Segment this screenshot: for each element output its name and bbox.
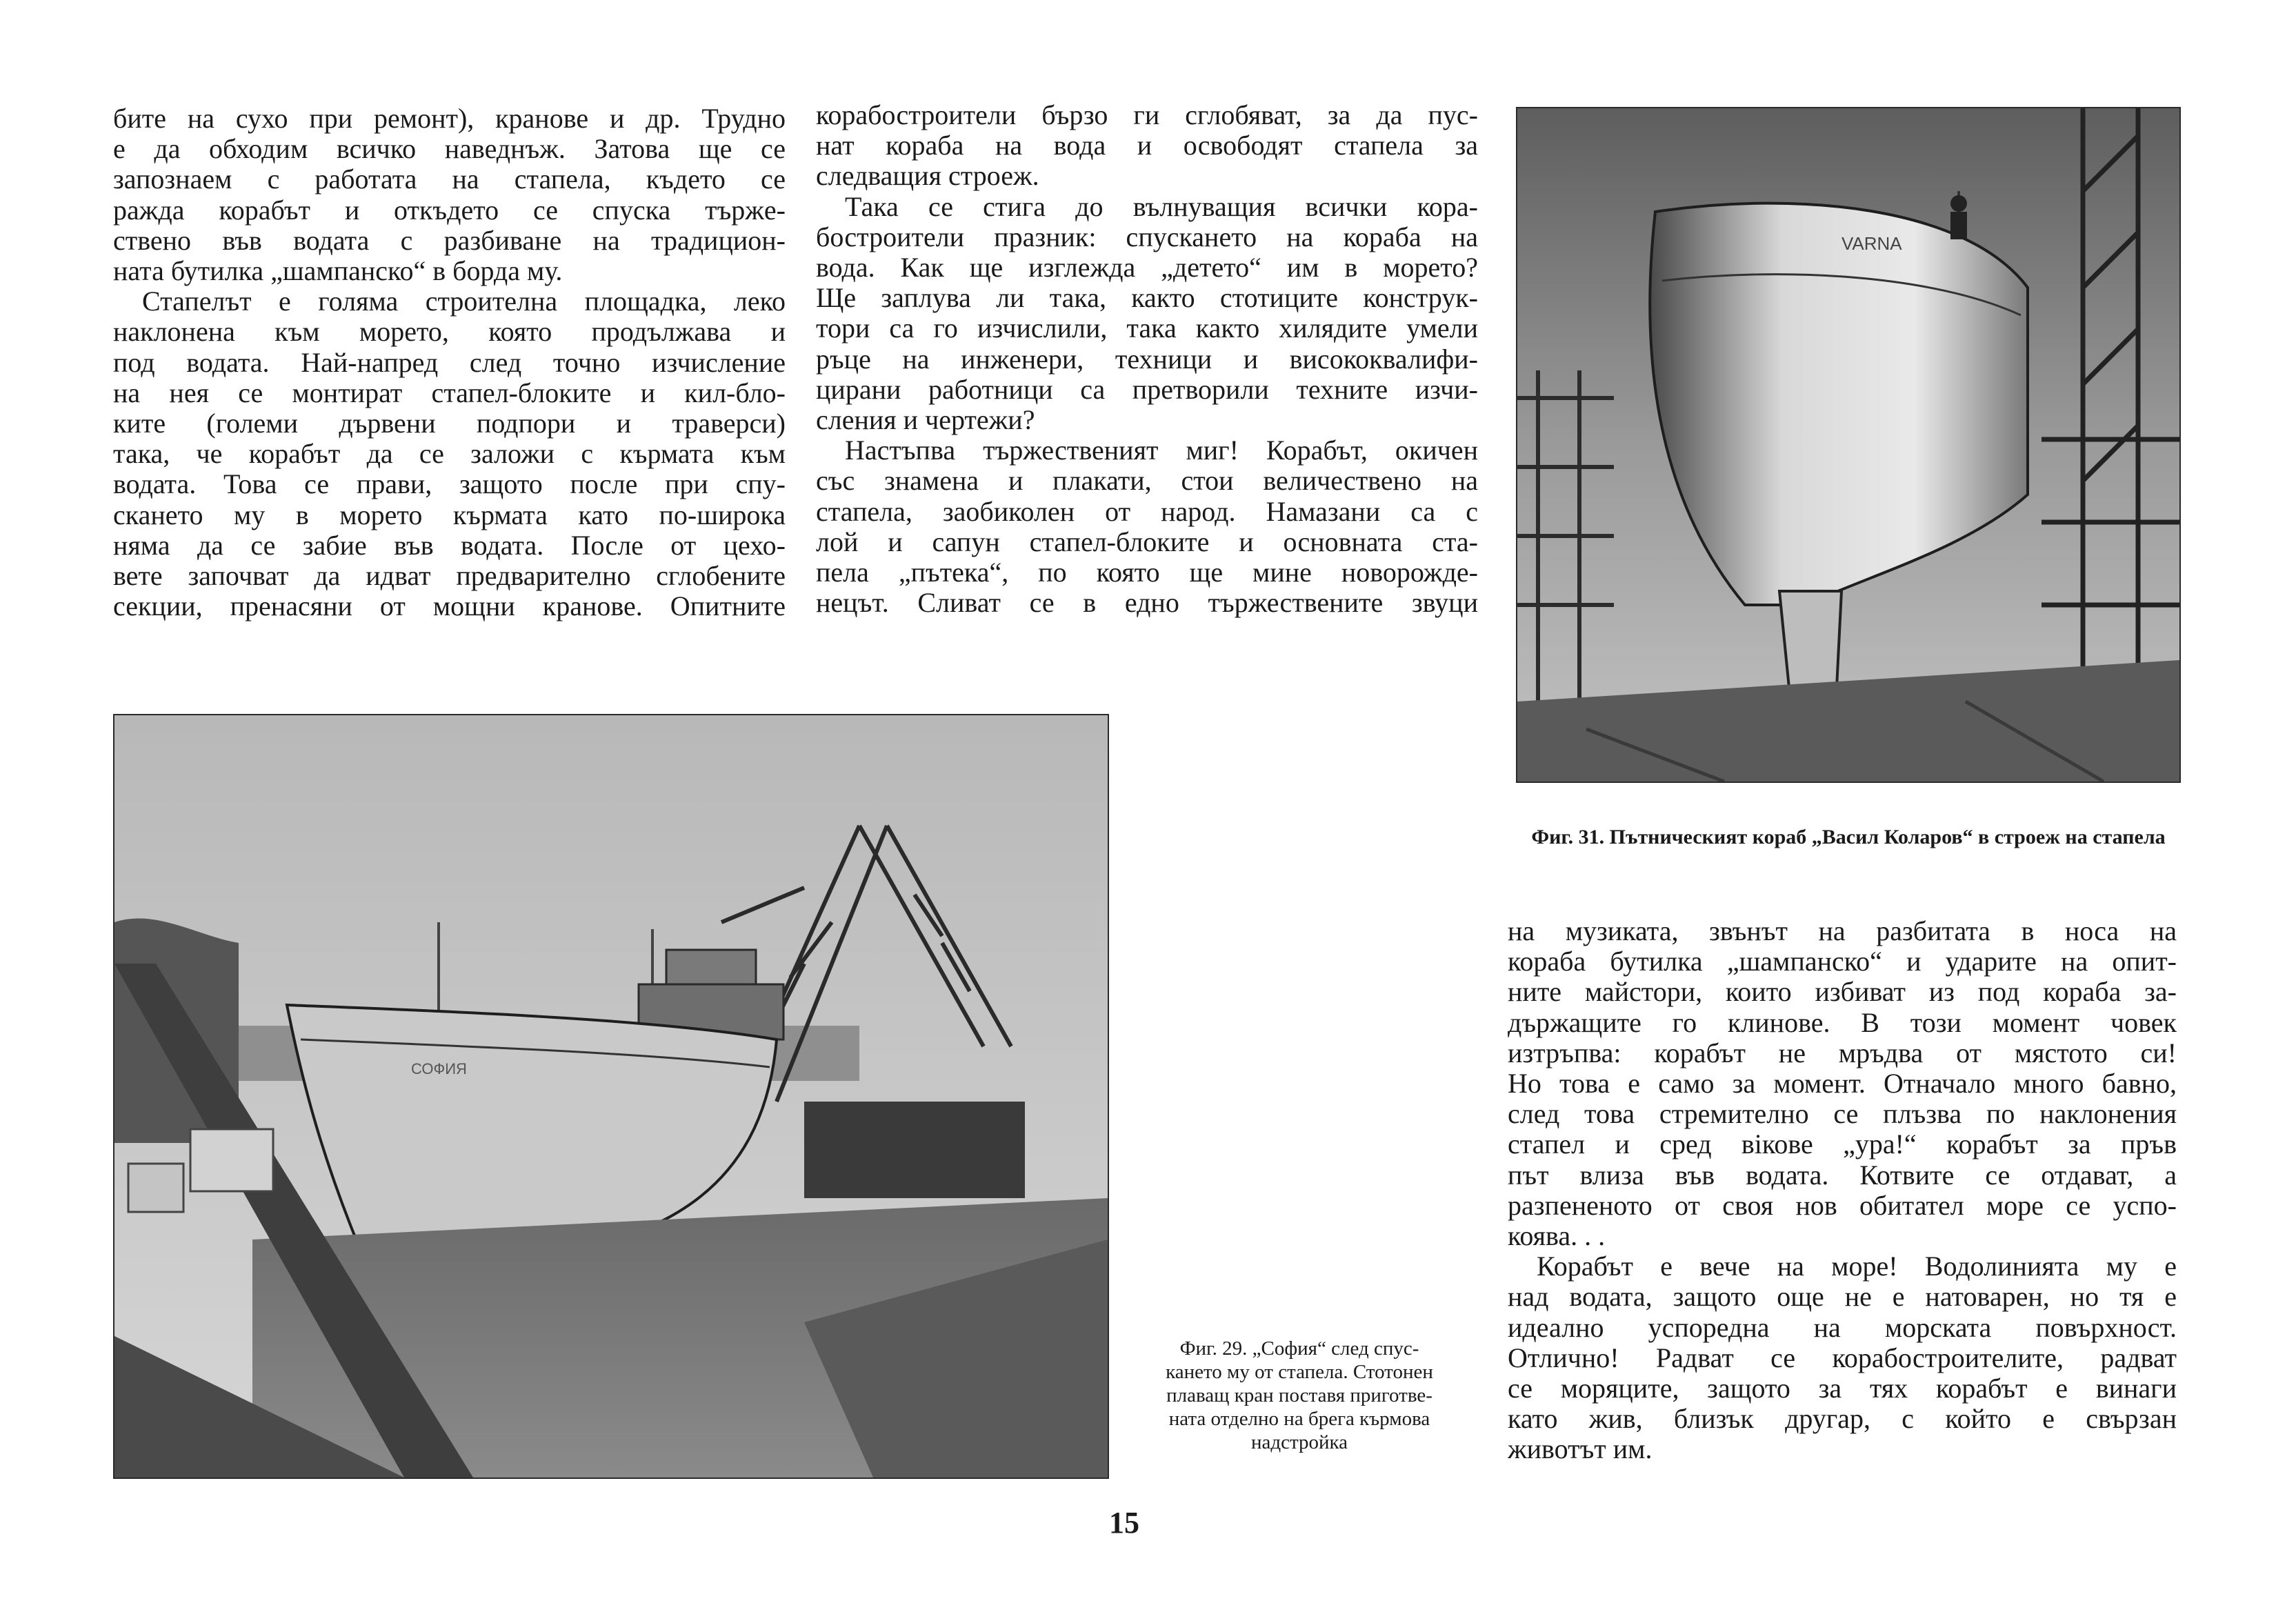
- text-line: скането му в морето кърмата като по-широка: [113, 499, 786, 530]
- text-line: вода. Как ще изглежда „детето“ им в морето?: [816, 252, 1478, 283]
- text-line: със знамена и плакати, стои величествено на: [816, 466, 1478, 497]
- caption-line: ната отделно на брега кърмова: [1168, 1408, 1430, 1430]
- figure-29-caption: [1117, 1337, 1481, 1454]
- text-line: разпененото от своя нов обитател море се успо-: [1508, 1190, 2177, 1221]
- text-line: е да обходим всичко наведнъж. Затова ще се: [113, 134, 786, 165]
- text-line: вете започват да идват предварително сглобените: [113, 561, 786, 592]
- text-line: секции, пренасяни от мощни кранове. Опитните: [113, 591, 786, 622]
- text-line: животът им.: [1508, 1434, 1653, 1465]
- figure-31-photo: [1516, 107, 2181, 783]
- caption-line: кането му от стапела. Стотонен: [1166, 1361, 1433, 1383]
- text-line: се моряците, защото за тях корабът е винаги: [1508, 1373, 2177, 1404]
- text-line: водата. Това се прави, защото после при спу-: [113, 469, 786, 500]
- text-line: Отлично! Радват се корабостроителите, радват: [1508, 1342, 2177, 1373]
- text-line: Така се стига до вълнуващия всички кора-: [845, 191, 1478, 222]
- caption-line: надстройка: [1250, 1431, 1348, 1453]
- text-line: като жив, близък другар, с който е свързан: [1508, 1404, 2177, 1435]
- text-line: коява. . .: [1508, 1221, 1606, 1252]
- text-column-middle: [816, 100, 1478, 618]
- text-line: наклонена към морето, която продължава и: [113, 317, 786, 348]
- caption-line: плаващ кран поставя приготве-: [1166, 1384, 1432, 1406]
- text-line: запознаем с работата на стапела, където се: [113, 164, 786, 195]
- text-line: тори са го изчислили, така както хилядите умели: [816, 313, 1478, 344]
- text-column-left: [113, 103, 786, 621]
- text-line: ражда корабът и откъдето се спуска тържe-: [113, 195, 786, 226]
- text-line: на нея се монтират стапел-блоките и кил-бло-: [113, 377, 786, 408]
- text-line: над водата, защото още не е натоварен, но тя е: [1508, 1282, 2177, 1313]
- text-line: Настъпва тържественият миг! Корабът, окичен: [845, 435, 1478, 466]
- text-line: под водата. Най-напред след точно изчисление: [113, 347, 786, 378]
- text-line: лой и сапун стапел-блоките и основната ста-: [816, 526, 1478, 557]
- hull-lettering: СОФИЯ: [411, 1060, 467, 1077]
- text-line: ръце на инженери, техници и висококвалифи-: [816, 344, 1478, 375]
- text-line: нат кораба на вода и освободят стапела за: [816, 130, 1478, 161]
- text-line: Стапелът е голяма строителна площадка, леко: [142, 286, 786, 317]
- text-line: нецът. Сливат се в едно тържествените звуци: [816, 588, 1478, 619]
- text-line: бостроители празник: спускането на кораба на: [816, 221, 1478, 252]
- text-line: Но това е само за момент. Отначало много бавно,: [1508, 1068, 2177, 1099]
- text-line: следващия строеж.: [816, 161, 1039, 192]
- text-line: цирани работници са претворили техните изчи-: [816, 374, 1478, 405]
- ship-on-slipway-illustration: [1517, 108, 2179, 782]
- text-line: пела „пътека“, по която ще мине новорожде-: [816, 557, 1478, 588]
- text-line: няма да се забие във водата. После от цехо-: [113, 530, 786, 561]
- text-line: изтръпва: корабът не мръдва от мястото си!: [1508, 1037, 2177, 1068]
- text-line: стапела, заобиколен от народ. Намазани са с: [816, 496, 1478, 527]
- page-number: 15: [1109, 1506, 1139, 1540]
- text-column-right: [1508, 916, 2177, 1465]
- text-line: идеално успоредна на морската повърхност.: [1508, 1312, 2177, 1343]
- text-line: път влиза във водата. Котвите се отдават, а: [1508, 1160, 2177, 1191]
- text-line: ната бутилка „шампанско“ в борда му.: [113, 256, 563, 287]
- text-line: държащите го клинове. В този момент човек: [1508, 1007, 2177, 1038]
- text-line: сления и чертежи?: [816, 405, 1035, 436]
- text-line: след това стремително се плъзва по наклонения: [1508, 1099, 2177, 1130]
- figure-31-caption: Фиг. 31. Пътническият кораб „Васил Коларов“ в строеж на стапела: [1531, 826, 2166, 848]
- text-line: корабостроители бързо ги сглобяват, за да пус-: [816, 100, 1478, 130]
- hull-lettering: VARNA: [1841, 233, 1902, 254]
- caption-line: Фиг. 29. „София“ след спус-: [1179, 1337, 1419, 1360]
- text-line: на музиката, звънът на разбитата в носа на: [1508, 916, 2177, 946]
- text-line: бите на сухо при ремонт), кранове и др. Трудно: [113, 103, 786, 134]
- text-line: Ще заплува ли така, както стотиците конструк-: [816, 283, 1478, 314]
- figure-29-photo: [113, 714, 1109, 1479]
- text-line: Корабът е вече на море! Водолинията му е: [1537, 1251, 2177, 1282]
- text-line: ките (големи дървени подпори и траверси): [113, 408, 786, 439]
- text-line: ствено във водата с разбиване на традицион-: [113, 225, 786, 256]
- text-line: стапел и сред вікове „ура!“ корабът за пръв: [1508, 1129, 2177, 1160]
- text-line: ните майстори, които избиват из под кораба за-: [1508, 977, 2177, 1008]
- sofia-launch-illustration: [114, 715, 1108, 1477]
- text-line: така, че корабът да се заложи с кърмата към: [113, 439, 786, 470]
- text-line: кораба бутилка „шампанско“ и ударите на опит-: [1508, 946, 2177, 977]
